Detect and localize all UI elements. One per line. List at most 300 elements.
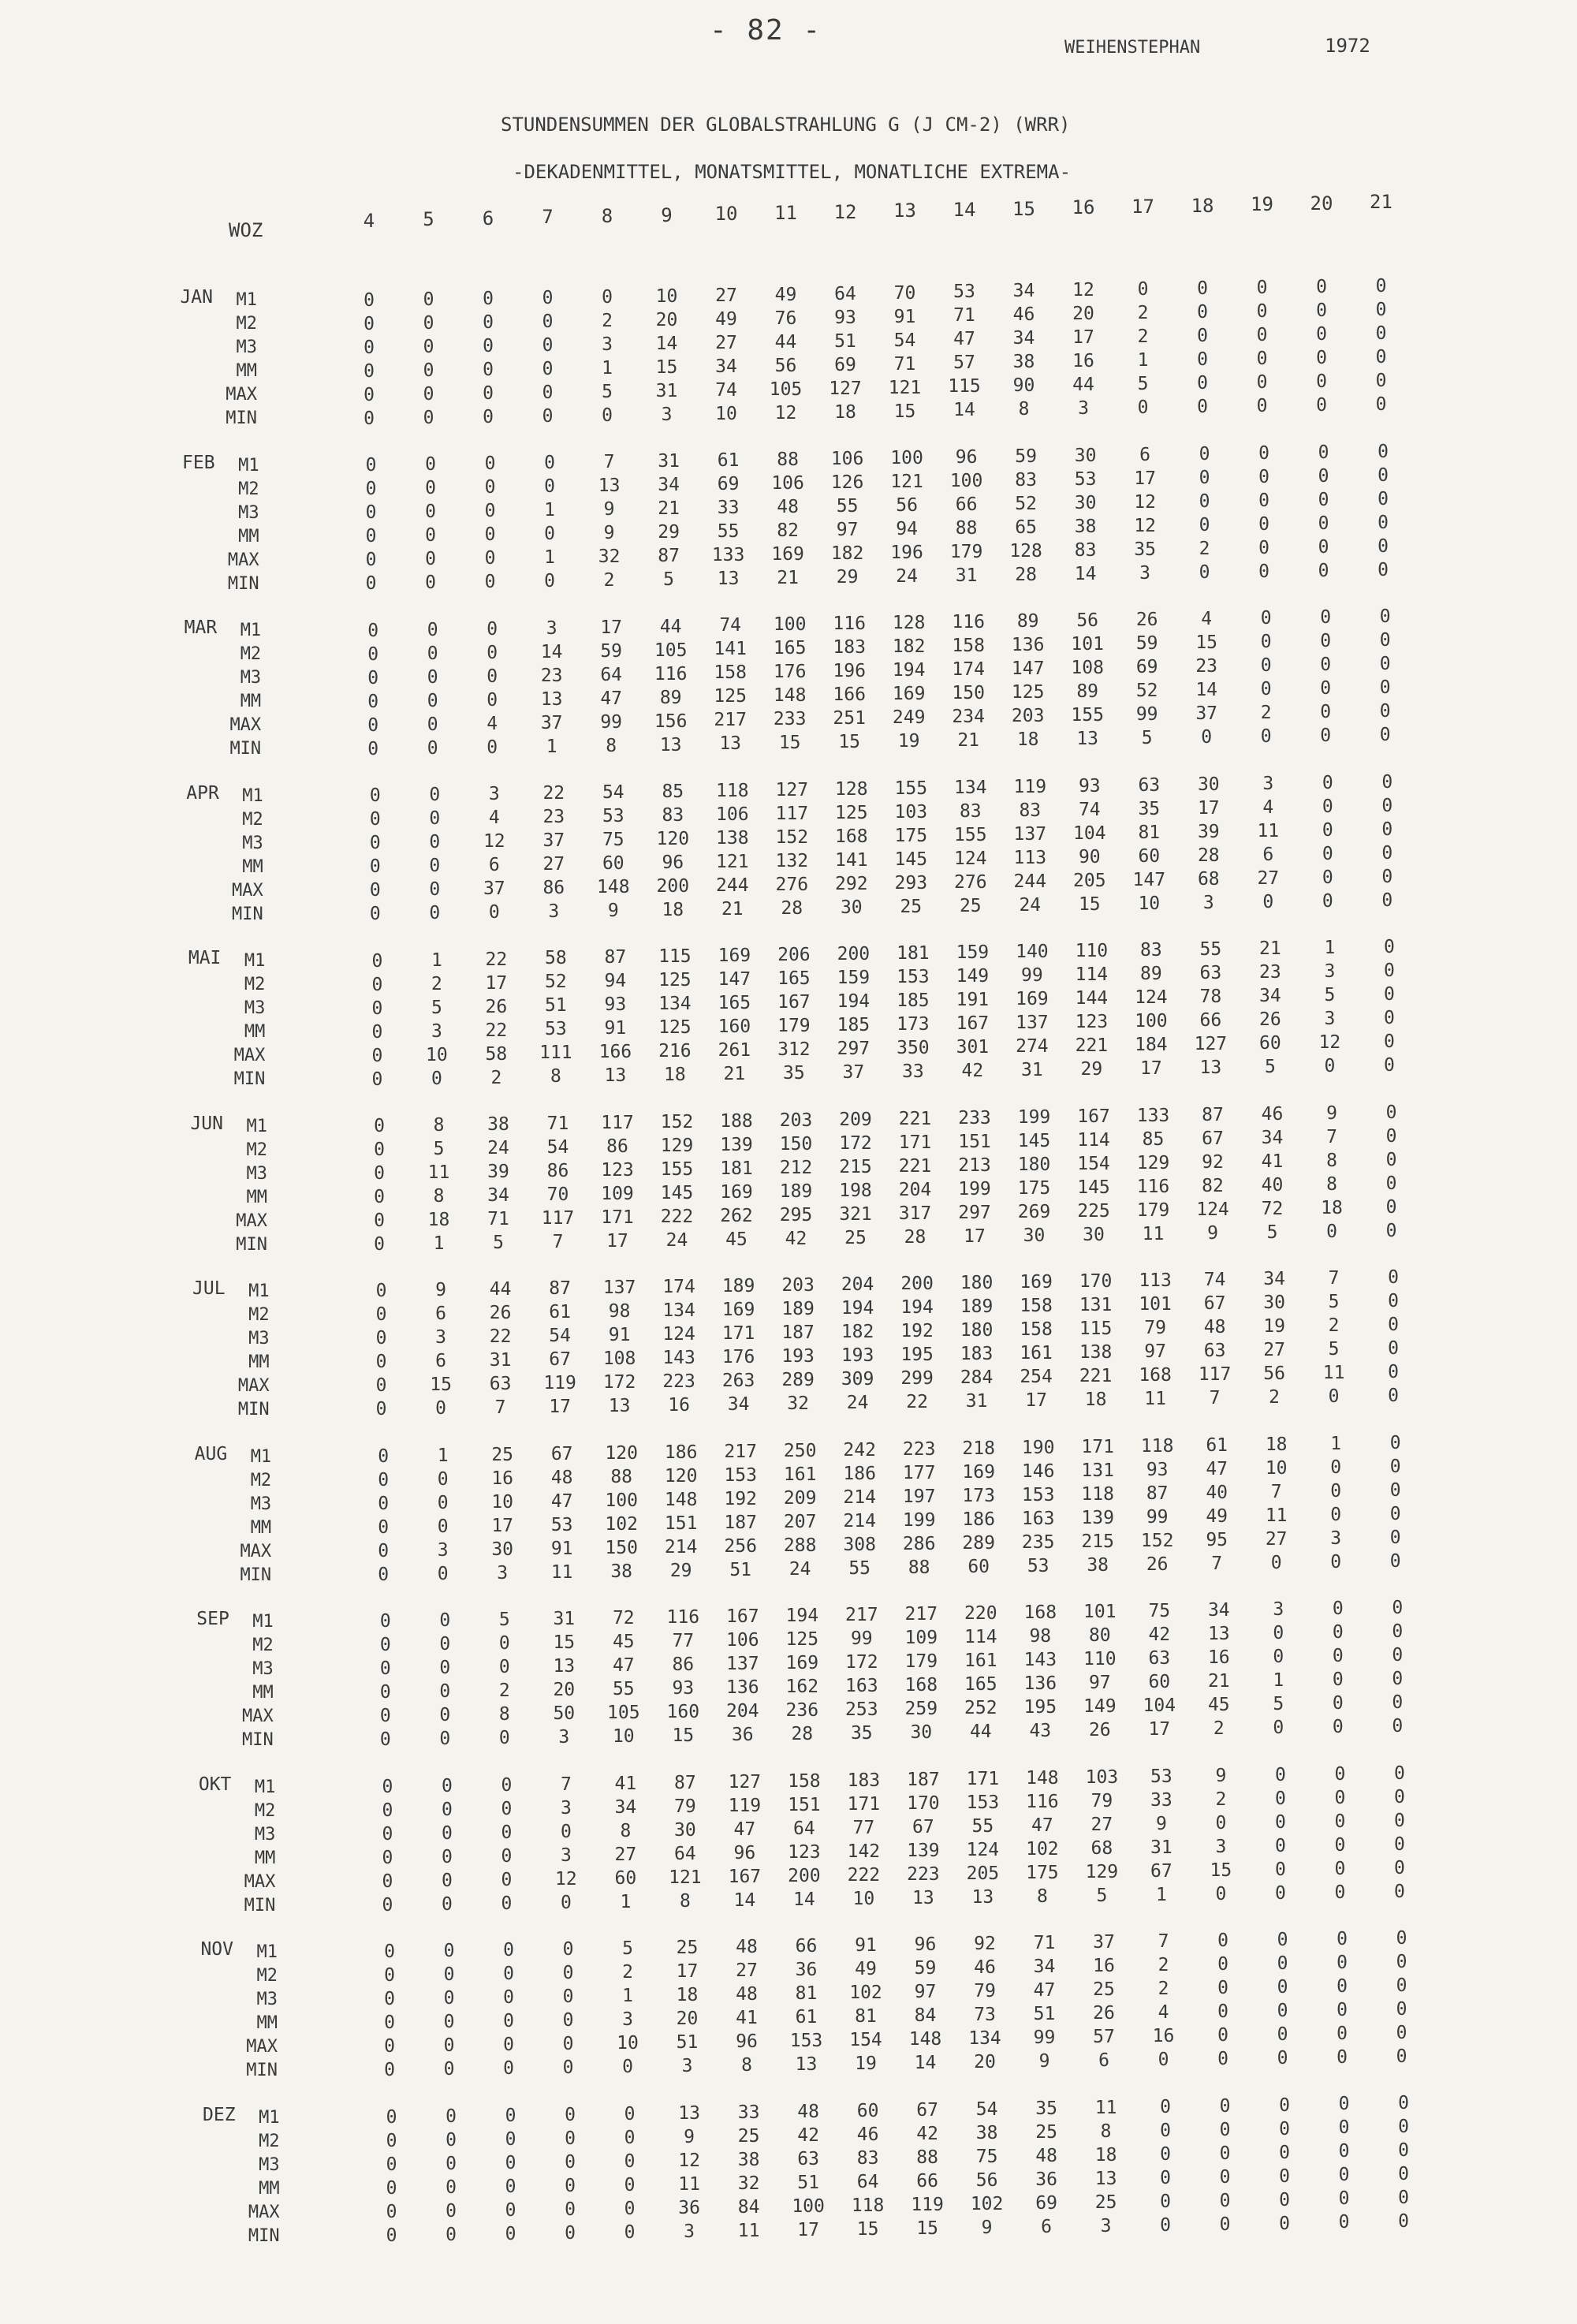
- table-cell: 0: [562, 2010, 574, 2031]
- table-cell: 31: [553, 1609, 576, 1630]
- table-cell: 0: [379, 1611, 391, 1632]
- table-cell: 152: [660, 1111, 694, 1132]
- table-cell: 58: [485, 1043, 508, 1065]
- table-cell: 179: [904, 1651, 938, 1673]
- table-cell: 83: [1015, 469, 1037, 491]
- table-cell: 3: [1273, 1599, 1284, 1621]
- table-cell: 100: [890, 447, 923, 468]
- table-cell: 69: [834, 354, 856, 375]
- table-cell: 187: [907, 1769, 940, 1790]
- table-cell: 0: [1330, 1480, 1342, 1501]
- table-cell: 189: [721, 1276, 755, 1297]
- table-cell: 209: [783, 1487, 817, 1509]
- hour-header: 18: [1191, 194, 1214, 217]
- table-cell: 192: [900, 1321, 934, 1342]
- table-cell: 63: [489, 1374, 512, 1395]
- row-label: MM: [259, 2178, 280, 2199]
- table-cell: 63: [1203, 1341, 1226, 1362]
- table-cell: 4: [487, 713, 498, 734]
- table-cell: 90: [1078, 846, 1101, 867]
- table-cell: 167: [728, 1866, 762, 1887]
- table-cell: 0: [1398, 2093, 1410, 2114]
- table-cell: 169: [1020, 1272, 1053, 1293]
- table-cell: 158: [788, 1770, 821, 1792]
- table-cell: 47: [1033, 1980, 1056, 2001]
- table-cell: 0: [382, 1776, 393, 1797]
- table-cell: 7: [552, 1231, 564, 1252]
- table-cell: 172: [602, 1372, 636, 1393]
- table-cell: 0: [1160, 2214, 1172, 2236]
- table-cell: 0: [1322, 890, 1333, 912]
- hour-header: 9: [661, 203, 673, 226]
- table-cell: 0: [483, 382, 494, 404]
- table-cell: 0: [484, 524, 496, 546]
- table-cell: 14: [1074, 563, 1097, 584]
- table-cell: 29: [836, 566, 859, 588]
- table-cell: 31: [655, 380, 678, 401]
- table-cell: 189: [779, 1181, 813, 1202]
- table-cell: 182: [841, 1322, 874, 1343]
- table-cell: 5: [493, 1232, 504, 1253]
- table-cell: 93: [1078, 775, 1101, 796]
- table-cell: 8: [741, 2055, 752, 2076]
- table-cell: 0: [1217, 2049, 1228, 2070]
- table-cell: 48: [797, 2101, 819, 2122]
- table-cell: 0: [1393, 1881, 1405, 1902]
- table-cell: 28: [1015, 564, 1037, 585]
- table-cell: 1: [433, 1233, 445, 1254]
- table-cell: 86: [546, 1160, 569, 1181]
- table-cell: 35: [1134, 539, 1156, 560]
- table-cell: 153: [966, 1792, 1000, 1813]
- table-cell: 33: [902, 1061, 924, 1083]
- table-cell: 0: [505, 2105, 516, 2126]
- row-label: M3: [246, 1163, 267, 1184]
- table-cell: 158: [952, 636, 985, 657]
- table-cell: 104: [1073, 823, 1106, 844]
- table-cell: 0: [1197, 373, 1208, 394]
- row-label: M1: [259, 2107, 280, 2128]
- table-cell: 26: [1135, 610, 1158, 631]
- table-cell: 133: [711, 545, 745, 566]
- table-cell: 0: [501, 1798, 513, 1819]
- table-cell: 34: [487, 1184, 509, 1206]
- table-cell: 179: [1136, 1199, 1170, 1221]
- table-cell: 0: [1398, 2188, 1410, 2209]
- table-cell: 0: [624, 2198, 636, 2219]
- table-cell: 301: [956, 1037, 990, 1058]
- table-cell: 1: [546, 736, 557, 757]
- table-cell: 0: [1322, 867, 1333, 888]
- table-cell: 17: [1134, 468, 1156, 489]
- table-cell: 109: [601, 1183, 634, 1204]
- table-cell: 0: [1375, 276, 1387, 297]
- table-cell: 34: [1261, 1127, 1284, 1148]
- table-cell: 69: [1035, 2192, 1057, 2214]
- table-cell: 145: [660, 1182, 694, 1203]
- table-cell: 263: [721, 1371, 755, 1392]
- table-cell: 67: [1150, 1860, 1172, 1882]
- table-cell: 0: [501, 1893, 513, 1914]
- table-cell: 0: [369, 809, 381, 830]
- table-cell: 0: [1338, 2165, 1350, 2186]
- table-cell: 66: [916, 2170, 938, 2192]
- table-cell: 0: [437, 1492, 449, 1513]
- table-cell: 125: [1011, 682, 1045, 703]
- table-cell: 193: [841, 1345, 874, 1367]
- table-cell: 37: [1093, 1932, 1115, 1953]
- table-cell: 4: [1201, 609, 1213, 630]
- table-cell: 33: [717, 498, 740, 519]
- row-label: M2: [240, 644, 262, 664]
- table-cell: 207: [783, 1511, 817, 1532]
- table-cell: 5: [498, 1610, 510, 1631]
- table-cell: 9: [603, 523, 615, 544]
- table-cell: 16: [1152, 2026, 1175, 2047]
- table-cell: 1: [602, 357, 613, 379]
- table-cell: 11: [737, 2220, 760, 2241]
- table-cell: 0: [1256, 325, 1268, 346]
- table-cell: 148: [1026, 1767, 1059, 1789]
- table-cell: 115: [658, 946, 692, 968]
- table-cell: 74: [1203, 1270, 1226, 1291]
- table-cell: 138: [1079, 1342, 1113, 1363]
- table-cell: 4: [1262, 796, 1274, 818]
- table-cell: 67: [550, 1443, 573, 1464]
- table-cell: 5: [1266, 1222, 1278, 1243]
- table-cell: 63: [1138, 774, 1161, 796]
- table-cell: 0: [1383, 984, 1395, 1005]
- table-cell: 118: [716, 780, 749, 801]
- table-cell: 0: [1318, 560, 1329, 581]
- hour-header: 13: [893, 200, 916, 222]
- table-cell: 253: [845, 1699, 878, 1721]
- table-cell: 98: [608, 1301, 631, 1322]
- table-cell: 0: [1318, 536, 1329, 558]
- table-cell: 67: [916, 2099, 938, 2121]
- table-cell: 93: [672, 1678, 695, 1699]
- table-cell: 8: [1100, 2121, 1112, 2142]
- table-cell: 0: [1219, 2119, 1231, 2140]
- table-cell: 68: [1090, 1837, 1113, 1859]
- page-number: - 82 -: [710, 14, 822, 47]
- table-cell: 0: [363, 360, 375, 382]
- table-subtitle: -DEKADENMITTEL, MONATSMITTEL, MONATLICHE EXTREMA-: [513, 161, 1072, 183]
- table-cell: 170: [1079, 1271, 1113, 1293]
- table-cell: 0: [1389, 1456, 1401, 1477]
- table-cell: 70: [893, 282, 916, 304]
- table-cell: 59: [600, 640, 623, 662]
- table-cell: 103: [894, 801, 928, 823]
- table-cell: 221: [1075, 1035, 1109, 1057]
- table-cell: 0: [375, 1328, 387, 1349]
- table-cell: 42: [916, 2123, 938, 2144]
- table-cell: 166: [598, 1042, 632, 1063]
- table-cell: 0: [1217, 1954, 1228, 1975]
- table-cell: 0: [439, 1729, 451, 1750]
- table-cell: 10: [1265, 1457, 1288, 1479]
- table-cell: 31: [965, 1391, 988, 1412]
- table-cell: 96: [955, 446, 978, 468]
- table-cell: 86: [542, 878, 565, 899]
- table-cell: 0: [384, 1942, 395, 1963]
- table-cell: 0: [1383, 1031, 1395, 1053]
- table-cell: 3: [548, 901, 560, 923]
- table-cell: 0: [1337, 1929, 1348, 1950]
- table-cell: 0: [443, 2059, 455, 2080]
- table-cell: 0: [1381, 771, 1393, 793]
- table-cell: 0: [1277, 1930, 1288, 1951]
- table-cell: 8: [606, 735, 617, 756]
- table-cell: 0: [369, 785, 381, 807]
- table-cell: 10: [426, 1044, 448, 1065]
- table-cell: 0: [446, 2129, 457, 2151]
- table-cell: 21: [658, 498, 680, 520]
- table-cell: 2: [1158, 1955, 1169, 1976]
- table-cell: 199: [1017, 1106, 1051, 1128]
- table-cell: 214: [843, 1487, 876, 1508]
- table-cell: 80: [1088, 1625, 1111, 1647]
- table-cell: 8: [498, 1704, 510, 1725]
- table-cell: 21: [721, 898, 744, 920]
- table-cell: 0: [484, 548, 496, 569]
- table-cell: 88: [610, 1466, 633, 1487]
- table-cell: 144: [1075, 988, 1109, 1009]
- table-cell: 9: [1326, 1102, 1337, 1124]
- table-cell: 0: [562, 1963, 574, 1984]
- table-cell: 67: [912, 1816, 934, 1837]
- table-cell: 288: [783, 1535, 817, 1556]
- table-cell: 96: [733, 1842, 756, 1863]
- table-cell: 286: [902, 1533, 936, 1554]
- table-cell: 15: [916, 2218, 938, 2239]
- row-label: M2: [256, 1966, 278, 1986]
- table-cell: 161: [783, 1464, 817, 1485]
- table-cell: 46: [1261, 1103, 1284, 1125]
- table-cell: 166: [833, 685, 866, 706]
- table-cell: 155: [660, 1158, 694, 1180]
- table-cell: 120: [605, 1442, 638, 1464]
- table-cell: 68: [1197, 868, 1220, 890]
- table-cell: 102: [970, 2193, 1004, 2214]
- table-cell: 163: [1021, 1508, 1055, 1529]
- table-cell: 3: [661, 404, 673, 425]
- table-cell: 0: [1379, 654, 1391, 675]
- table-cell: 147: [1011, 658, 1045, 680]
- table-cell: 92: [1202, 1151, 1224, 1173]
- table-cell: 39: [1197, 821, 1220, 842]
- table-cell: 27: [715, 285, 737, 306]
- table-cell: 0: [1279, 2095, 1291, 2116]
- table-cell: 71: [1033, 1933, 1056, 1954]
- table-cell: 20: [655, 309, 678, 330]
- table-cell: 75: [1148, 1601, 1171, 1622]
- table-cell: 182: [830, 543, 864, 564]
- table-cell: 215: [839, 1156, 872, 1177]
- table-cell: 0: [560, 1821, 572, 1842]
- table-cell: 0: [378, 1493, 390, 1514]
- table-cell: 0: [1274, 1788, 1286, 1809]
- table-cell: 0: [441, 1775, 453, 1796]
- row-label: M3: [244, 998, 266, 1018]
- table-cell: 0: [1332, 1598, 1344, 1620]
- table-cell: 21: [1259, 938, 1281, 960]
- table-cell: 0: [1277, 2024, 1288, 2046]
- table-cell: 29: [658, 522, 680, 543]
- table-cell: 34: [727, 1394, 750, 1416]
- table-cell: 0: [1396, 2023, 1407, 2043]
- table-cell: 236: [785, 1700, 819, 1722]
- table-cell: 63: [797, 2148, 819, 2169]
- table-cell: 7: [1158, 1931, 1169, 1953]
- table-cell: 0: [1217, 1978, 1228, 1999]
- table-cell: 54: [549, 1326, 571, 1347]
- table-cell: 0: [1338, 2212, 1350, 2233]
- table-cell: 171: [721, 1323, 755, 1345]
- table-cell: 0: [1378, 535, 1389, 557]
- table-cell: 27: [1263, 1340, 1285, 1361]
- table-cell: 54: [975, 2098, 998, 2120]
- table-cell: 9: [1215, 1765, 1227, 1786]
- table-cell: 0: [384, 1965, 395, 1986]
- table-cell: 198: [839, 1180, 872, 1201]
- table-cell: 20: [1072, 304, 1094, 325]
- table-cell: 0: [542, 358, 554, 379]
- table-cell: 81: [855, 2006, 877, 2027]
- row-label: M2: [252, 1636, 274, 1655]
- row-label: MM: [236, 361, 257, 381]
- table-cell: 0: [375, 1281, 387, 1302]
- table-cell: 45: [1207, 1695, 1230, 1716]
- table-cell: 0: [1199, 467, 1210, 488]
- table-cell: 46: [974, 1957, 996, 1979]
- table-cell: 127: [1194, 1034, 1228, 1055]
- table-cell: 0: [1219, 2166, 1231, 2188]
- table-cell: 0: [1392, 1598, 1404, 1619]
- table-cell: 31: [658, 451, 680, 472]
- table-cell: 115: [1079, 1319, 1113, 1340]
- table-cell: 3: [488, 784, 500, 805]
- table-cell: 7: [1326, 1126, 1337, 1147]
- table-cell: 96: [914, 1934, 937, 1956]
- row-label: M1: [238, 455, 259, 476]
- table-cell: 0: [441, 1870, 453, 1891]
- table-cell: 187: [724, 1512, 757, 1533]
- hour-header: 12: [833, 200, 857, 223]
- table-cell: 180: [960, 1320, 994, 1341]
- table-cell: 0: [384, 2036, 395, 2057]
- table-cell: 12: [678, 2150, 700, 2171]
- table-cell: 111: [539, 1043, 572, 1064]
- table-cell: 0: [446, 2200, 457, 2221]
- table-cell: 223: [907, 1863, 940, 1885]
- table-cell: 31: [1150, 1837, 1172, 1858]
- table-cell: 133: [1136, 1105, 1170, 1126]
- row-label: MIN: [233, 1069, 266, 1089]
- table-cell: 148: [664, 1489, 698, 1510]
- table-cell: 17: [964, 1225, 986, 1247]
- table-cell: 38: [487, 1114, 509, 1135]
- table-cell: 121: [890, 471, 923, 492]
- table-cell: 127: [829, 378, 862, 399]
- table-cell: 5: [602, 381, 613, 402]
- table-cell: 15: [778, 733, 801, 754]
- table-cell: 0: [363, 384, 375, 405]
- table-cell: 34: [1207, 1600, 1230, 1621]
- table-cell: 174: [662, 1277, 695, 1298]
- table-cell: 37: [1195, 703, 1218, 725]
- table-cell: 6: [1262, 844, 1274, 865]
- row-label: MAX: [226, 385, 257, 405]
- row-label: M2: [236, 314, 257, 334]
- table-cell: 11: [1142, 1223, 1165, 1244]
- table-cell: 0: [1334, 1858, 1346, 1879]
- table-cell: 59: [1015, 446, 1037, 467]
- woz-label: WOZ: [229, 219, 263, 241]
- table-cell: 218: [962, 1438, 995, 1459]
- table-cell: 0: [1324, 1056, 1336, 1077]
- table-cell: 0: [1381, 890, 1393, 911]
- table-cell: 0: [435, 1398, 447, 1419]
- table-cell: 204: [726, 1701, 759, 1722]
- hour-header: 10: [714, 203, 738, 226]
- table-cell: 0: [367, 667, 379, 688]
- table-cell: 74: [715, 379, 737, 401]
- table-cell: 0: [1318, 465, 1329, 487]
- table-cell: 244: [1013, 871, 1047, 892]
- table-cell: 5: [1096, 1885, 1108, 1906]
- table-cell: 27: [542, 854, 565, 875]
- hour-header: 21: [1370, 191, 1392, 214]
- table-cell: 81: [1138, 822, 1161, 843]
- table-cell: 87: [658, 546, 680, 567]
- table-cell: 128: [1009, 540, 1042, 561]
- table-cell: 52: [1015, 493, 1037, 514]
- table-cell: 12: [1134, 491, 1156, 513]
- table-cell: 0: [363, 289, 375, 311]
- table-cell: 87: [549, 1278, 571, 1300]
- table-cell: 0: [379, 1682, 391, 1703]
- table-cell: 0: [1256, 396, 1268, 417]
- table-cell: 0: [1260, 679, 1272, 700]
- table-cell: 0: [505, 2223, 516, 2244]
- table-cell: 117: [541, 1207, 575, 1229]
- table-cell: 222: [660, 1206, 694, 1227]
- table-cell: 16: [491, 1468, 514, 1489]
- table-cell: 0: [1217, 1930, 1228, 1952]
- table-cell: 108: [602, 1349, 636, 1370]
- table-cell: 78: [1199, 987, 1222, 1008]
- table-cell: 169: [720, 1181, 753, 1203]
- table-cell: 53: [1150, 1766, 1172, 1787]
- table-cell: 65: [1015, 517, 1037, 538]
- table-cell: 0: [427, 619, 438, 640]
- table-cell: 147: [718, 969, 751, 990]
- table-cell: 3: [1078, 398, 1089, 420]
- table-cell: 194: [785, 1606, 819, 1627]
- table-cell: 0: [1337, 1976, 1348, 1998]
- table-cell: 0: [1316, 300, 1327, 322]
- row-label: MIN: [237, 1400, 270, 1419]
- table-cell: 0: [1396, 1975, 1407, 1996]
- table-cell: 132: [775, 850, 809, 871]
- table-cell: 204: [841, 1274, 874, 1296]
- table-cell: 0: [1318, 442, 1329, 463]
- table-cell: 106: [830, 448, 864, 469]
- row-label: MIN: [246, 2061, 278, 2080]
- table-cell: 11: [678, 2173, 700, 2195]
- table-cell: 0: [1379, 701, 1391, 722]
